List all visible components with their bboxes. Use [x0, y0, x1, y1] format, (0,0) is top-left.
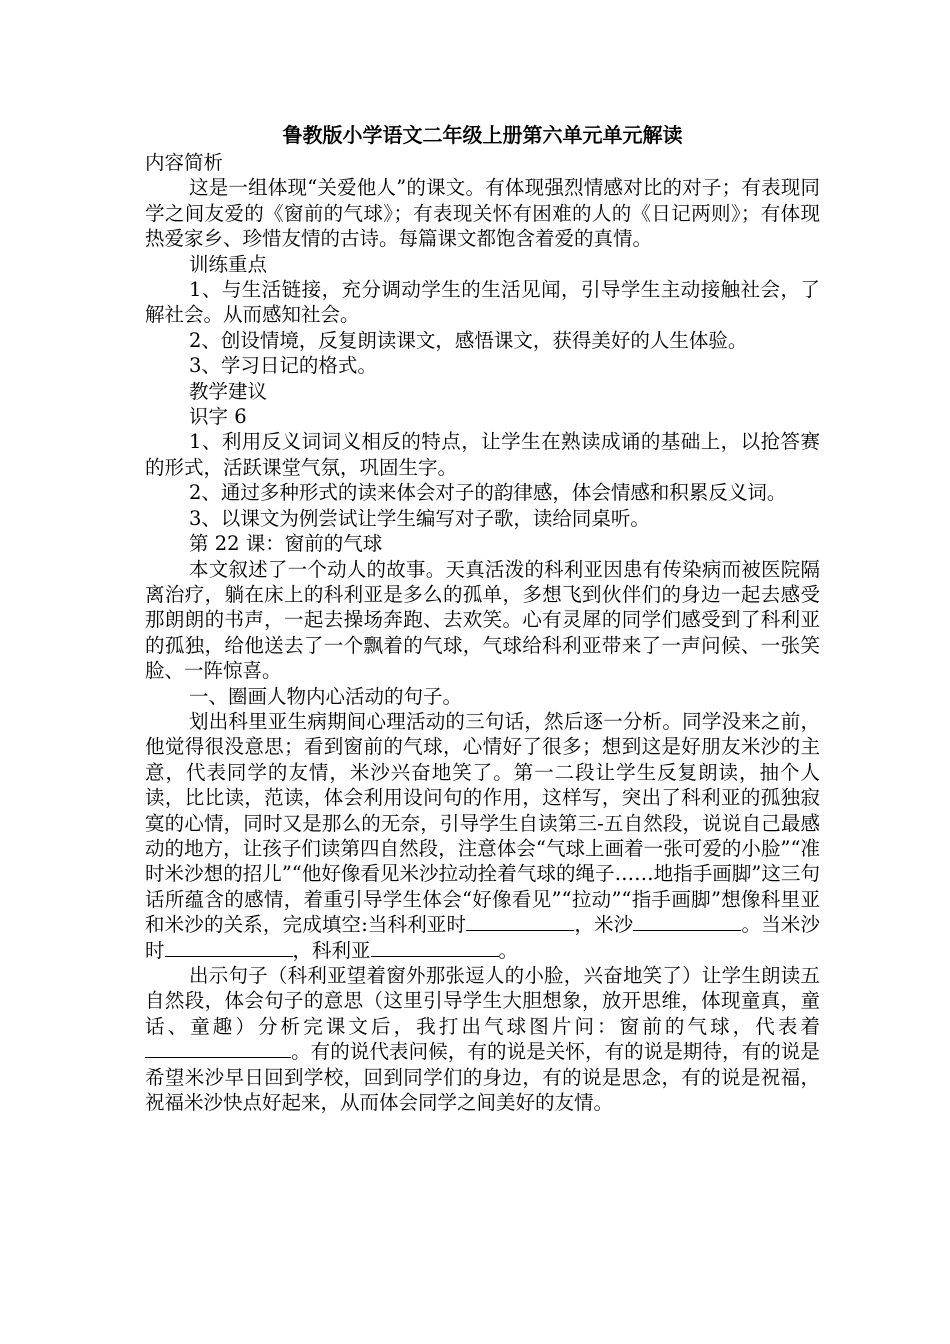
paragraph-text: ，科利亚	[292, 938, 371, 962]
paragraph-text: ，米沙	[574, 913, 634, 937]
paragraph: 一、圈画人物内心活动的句子。	[189, 684, 463, 708]
paragraph: 教学建议	[189, 379, 268, 403]
paragraph: 内容简析	[145, 151, 224, 174]
blank-line	[145, 1039, 291, 1058]
document-title: 鲁教版小学语文二年级上册第六单元单元解读	[282, 123, 683, 147]
paragraph: 1、利用反义词词义相反的特点，让学生在熟读成诵的基础上，以抢答赛的形式，活跃课堂气氛，巩固生字。	[145, 430, 820, 479]
paragraph-text: 。	[498, 938, 519, 962]
paragraph-analysis	[145, 709, 820, 963]
paragraph: 2、创设情境，反复朗读课文，感悟课文，获得美好的人生体验。	[189, 328, 748, 352]
paragraph: 2、通过多种形式的读来体会对子的韵律感，体会情感和积累反义词。	[189, 481, 787, 505]
paragraph-text: 。当米沙时	[145, 913, 820, 962]
paragraph: 1、与生活链接，充分调动学生的生活见闻，引导学生主动接触社会，了解社会。从而感知社会。	[145, 278, 820, 327]
paragraph-summary	[145, 963, 820, 1115]
paragraph: 3、以课文为例尝试让学生编写对子歌，读给同桌听。	[189, 506, 650, 530]
blank-line	[466, 912, 574, 931]
paragraph: 3、学习日记的格式。	[189, 354, 377, 378]
paragraph-text: 。有的说代表问候，有的说是关怀，有的说是期待，有的说是希望米沙早日回到学校，回到同学们的身边，有的说是思念，有的说是祝福，祝福米沙快点好起来，从而体会同学之间美好的友情。	[145, 1040, 820, 1115]
paragraph-text: 划出科里亚生病期间心理活动的三句话，然后逐一分析。同学没来之前，他觉得很没意思；看到窗前的气球，心情好了很多；想到这是好朋友米沙的主意，代表同学的友情，米沙兴奋地笑了。第一二段让学生反复朗读，抽个人读，比比读，范读，体会利用设问句的作用，这样写，突出了科利亚的孤独寂寞的心情，同时又是那么的无奈，引导学生自读第三-五自然段，说说自己最感动的地方，让孩子们读第四自然段，注意体会“气球上画着一张可爱的小脸”“准时米沙想的招儿”“他好像看见米沙拉动拴着气球的绳子……地指手画脚”这三句话所蕴含的感情，着重引导学生体会“好像看见”“拉动”“指手画脚”想像科里亚和米沙的关系，完成填空:当科利亚时	[145, 709, 820, 937]
paragraph: 这是一组体现“关爱他人”的课文。有体现强烈情感对比的对子；有表现同学之间友爱的《窗前的气球》；有表现关怀有困难的人的《日记两则》；有体现热爱家乡、珍惜友情的古诗。每篇课文都饱含着爱的真情。	[145, 176, 820, 251]
paragraph: 本文叙述了一个动人的故事。天真活泼的科利亚因患有传染病而被医院隔离治疗，躺在床上的科利亚是多么的孤单，多想飞到伙伴们的身边一起去感受那朗朗的书声，一起去操场奔跑、去欢笑。心有灵犀的同学们感受到了科利亚的孤独，给他送去了一个飘着的气球，气球给科利亚带来了一声问候、一张笑脸、一阵惊喜。	[145, 557, 820, 683]
blank-line	[633, 912, 741, 931]
paragraph: 第 22 课：窗前的气球	[189, 532, 383, 556]
blank-line	[371, 938, 499, 957]
paragraph: 识字 6	[189, 405, 247, 429]
paragraph: 训练重点	[189, 252, 268, 276]
paragraph-text: 出示句子（科利亚望着窗外那张逗人的小脸，兴奋地笑了）让学生朗读五自然段，体会句子的意思（这里引导学生大胆想象，放开思维，体现童真，童话、童趣）分析完课文后，我打出气球图片问：窗前的气球，代表着	[145, 964, 820, 1038]
document-page	[145, 120, 820, 1115]
blank-line	[165, 938, 293, 957]
document-body	[145, 150, 820, 709]
